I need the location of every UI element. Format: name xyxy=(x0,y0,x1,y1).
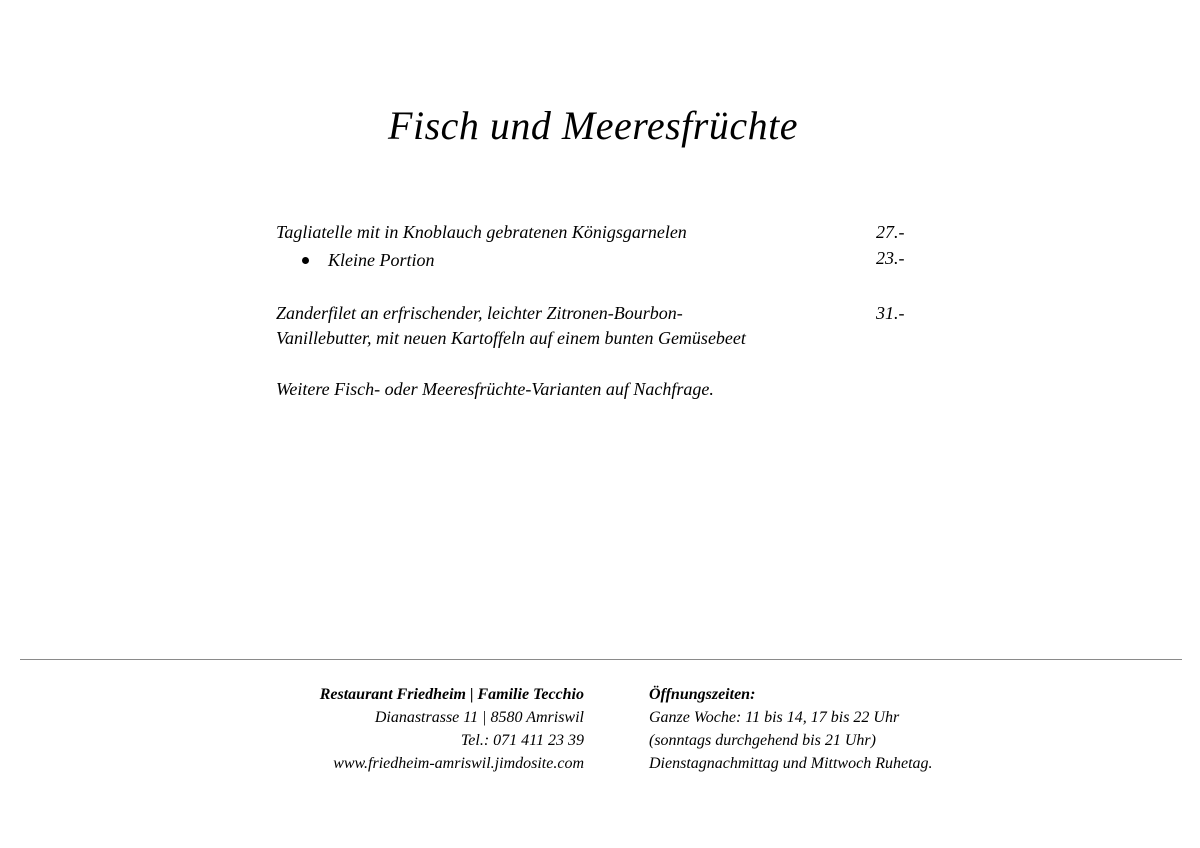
website-link[interactable]: www.friedheim-amriswil.jimdosite.com xyxy=(333,755,584,772)
menu-item-name: Tagliatelle mit in Knoblauch gebratenen Königsgarnelen xyxy=(276,222,687,242)
hours-heading: Öffnungszeiten: xyxy=(649,686,756,703)
address: Dianastrasse 11 | 8580 Amriswil xyxy=(374,709,584,726)
hours-line: Dienstagnachmittag und Mittwoch Ruhetag. xyxy=(649,755,933,772)
menu-item-name: Kleine Portion xyxy=(328,250,435,270)
menu-item-name-line1: Zanderfilet an erfrischender, leichter Zitronen-Bourbon- xyxy=(276,303,683,323)
menu-item-price: 23.- xyxy=(876,248,905,268)
hours-line: Ganze Woche: 11 bis 14, 17 bis 22 Uhr xyxy=(649,709,900,726)
footer-contact xyxy=(280,683,584,775)
menu-note: Weitere Fisch- oder Meeresfrüchte-Varianten auf Nachfrage. xyxy=(276,379,714,399)
footer-divider xyxy=(20,659,1182,660)
bullet-icon xyxy=(302,257,309,264)
footer-hours xyxy=(649,683,1009,775)
page-title: Fisch und Meeresfrüchte xyxy=(388,103,798,148)
menu-item-price: 31.- xyxy=(876,303,905,323)
phone: Tel.: 071 411 23 39 xyxy=(460,732,584,749)
hours-line: (sonntags durchgehend bis 21 Uhr) xyxy=(649,732,876,749)
menu-item-name-line2: Vanillebutter, mit neuen Kartoffeln auf einem bunten Gemüsebeet xyxy=(276,328,746,348)
restaurant-name: Restaurant Friedheim | Familie Tecchio xyxy=(319,686,584,703)
menu-item-price: 27.- xyxy=(876,222,905,242)
